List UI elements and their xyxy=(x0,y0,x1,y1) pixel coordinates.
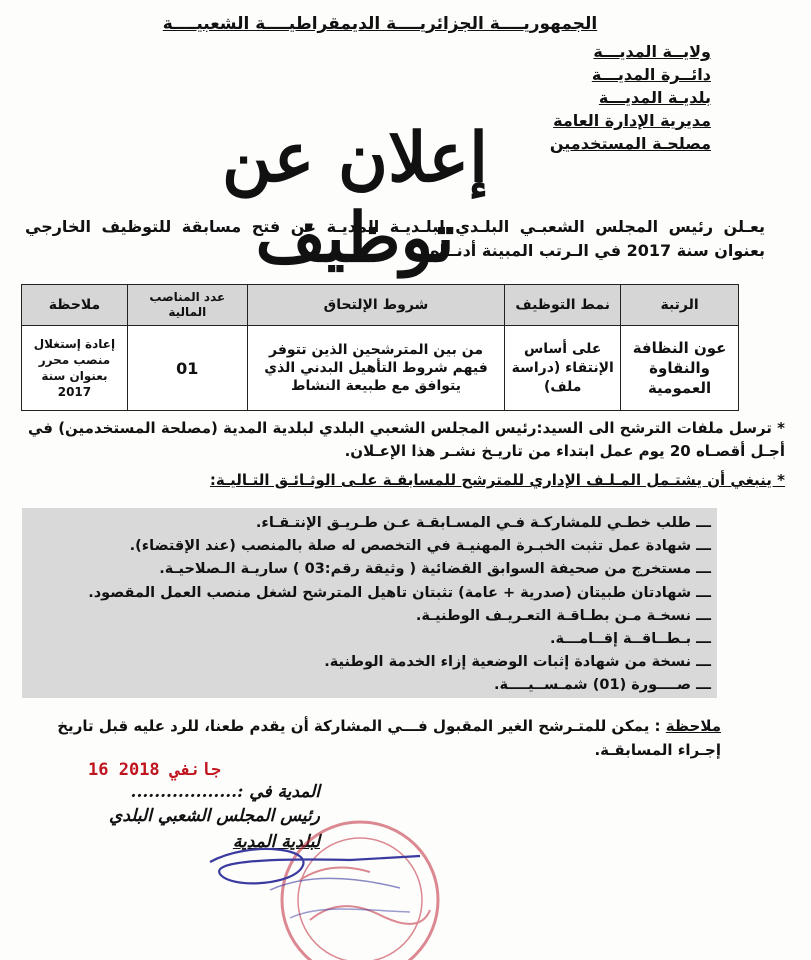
list-item: ـــ مستخرج من صحيفة السوابق القضائية ( وثيقة رقم:03 ) ساريـة الـصلاحيـة. xyxy=(159,561,711,578)
list-item: ـــ صــــورة (01) شمـســيــــة. xyxy=(494,677,711,694)
official-seal-and-signature xyxy=(190,800,450,960)
header-note: ملاحظة xyxy=(22,285,128,326)
cell-conditions: من بين المترشحين الذين تتوفر فيهم شروط التأهيل البدني الذي يتوافق مع طبيعة النشاط xyxy=(247,326,505,411)
signature-municipality: لبلدية المدية xyxy=(232,832,320,852)
documents-intro: * ينبغي أن يشتـمل المـلـف الإداري للمترشح للمسابقـة علـى الوثـائـق التـاليـة: xyxy=(209,471,785,489)
remark-paragraph xyxy=(31,714,721,762)
administration-lines xyxy=(531,40,711,155)
admin-line-wilaya: ولايــة المديـــة xyxy=(593,42,711,61)
header-mode: نمط التوظيف xyxy=(505,285,621,326)
announcement-title: إعلان عن توظيف xyxy=(222,118,488,278)
admin-line-directorate: مديرية الإدارة العامة xyxy=(553,111,711,130)
documents-list xyxy=(88,512,711,698)
remark-label: ملاحظة xyxy=(665,717,721,735)
table-header-row xyxy=(22,285,739,326)
header-count: عدد المناصب المالية xyxy=(127,285,247,326)
cell-count: 01 xyxy=(127,326,247,411)
cell-note: إعادة إستغلال منصب محرر بعنوان سنة 2017 xyxy=(22,326,128,411)
header-conditions: شروط الإلتحاق xyxy=(247,285,505,326)
admin-line-daira: دائــرة المديـــة xyxy=(591,65,711,84)
admin-line-service: مصلحـة المستخدمين xyxy=(549,134,711,153)
list-item: ـــ بـطــاقــة إقــامـــة. xyxy=(549,630,711,647)
intro-paragraph: يعـلن رئيس المجلس الشعبـي البلـدي لبلـديـة المديـة عن فتح مسابقة للتوظيف الخارجي بعنوان سنة 2017 في الـرتب المبينة أدنــاه: xyxy=(25,217,765,260)
list-item: ـــ نسخـة مـن بطـاقـة التعـريـف الوطنيـة. xyxy=(415,607,711,624)
signature-place: المدية في :.................. xyxy=(130,782,320,802)
date-stamp: 16 جانفي 2018 xyxy=(88,760,222,780)
list-item: ـــ شهادة عمل تثبت الخبـرة المهنيـة في التخصص له صلة بالمنصب (عند الإقتضاء). xyxy=(129,538,711,555)
header-rank: الرتبة xyxy=(621,285,739,326)
table-row xyxy=(22,326,739,411)
list-item: ـــ شهادتان طبيتان (صدرية + عامة) تثبتان تاهيل المترشح لشغل منصب العمل المقصود. xyxy=(88,584,711,601)
remark-text: : يمكن للمتـرشح الغير المقبول فـــي المشاركة أن يقدم طعنا، للرد عليه قبل تاريخ إجـراء المسابقـة. xyxy=(57,717,721,759)
list-item: ـــ طلب خطـي للمشاركـة فـي المسـابقـة عـن طـريـق الإنتـقـاء. xyxy=(255,515,711,531)
signature-title: رئيس المجلس الشعبي البلدي xyxy=(109,806,320,826)
positions-table xyxy=(21,284,739,411)
admin-line-commune: بلديـة المديـــة xyxy=(598,88,711,107)
list-item: ـــ نسخة من شهادة إثبات الوضعية إزاء الخدمة الوطنية. xyxy=(324,654,711,671)
republic-heading: الجمهوريــــة الجزائريــــة الديمقراطيــــة الشعبيــــة xyxy=(162,14,598,34)
cell-rank: عون النظافة والنقاوة العمومية xyxy=(621,326,739,411)
submission-paragraph: * ترسل ملفات الترشح الى السيد:رئيس المجلس الشعبي البلدي لبلدية المدية (مصلحة المستخدمين) في أجـل أقصـاه 20 يوم عمل ابتداء من تاريـخ نشـر هذا الإعـلان. xyxy=(27,419,785,460)
cell-mode: على أساس الإنتقاء (دراسة ملف) xyxy=(505,326,621,411)
